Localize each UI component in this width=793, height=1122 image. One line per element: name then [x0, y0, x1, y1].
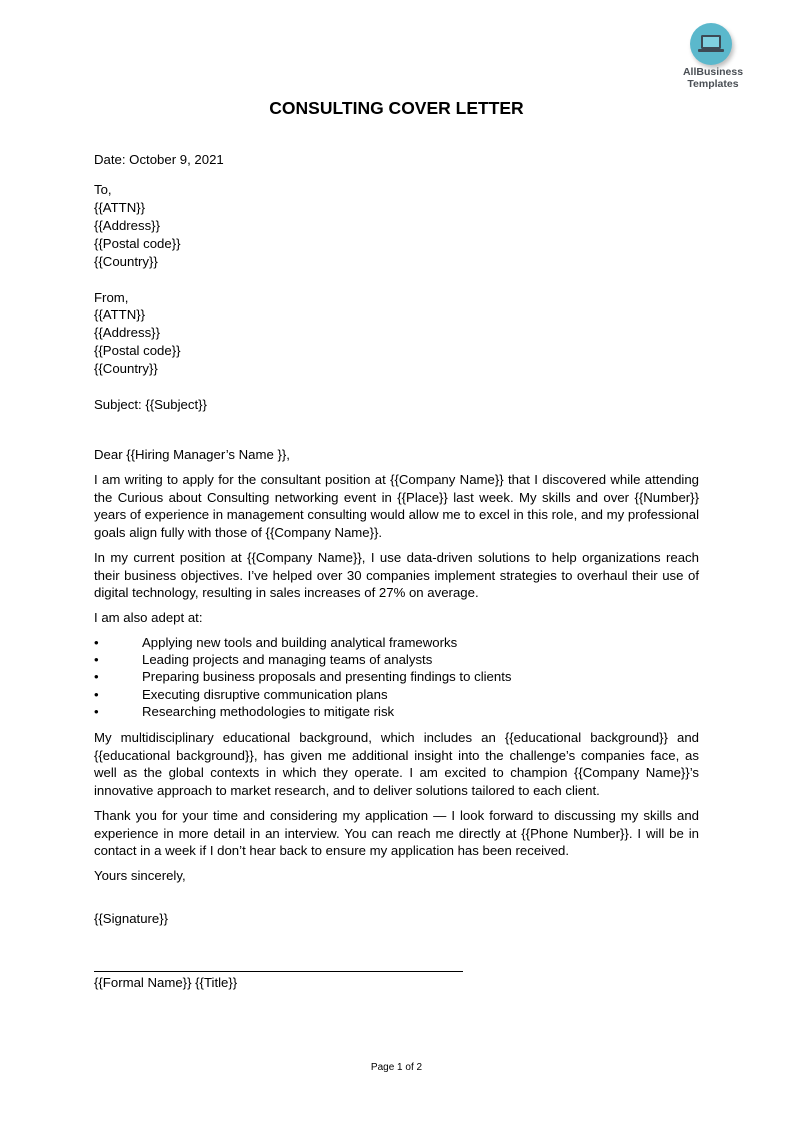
signature-line — [94, 971, 463, 972]
bullet-marker: • — [94, 704, 99, 719]
date-line: Date: October 9, 2021 — [94, 152, 224, 167]
from-address: {{Address}} — [94, 325, 160, 340]
to-label: To, — [94, 182, 112, 197]
body-paragraph-2: In my current position at {{Company Name}}, I use data-driven solutions to help organizations reach their business objectives. I’ve helped over 30 companies implement strategies to overhaul their use of digital technology, resulting in sales increases of 27% on average. — [94, 550, 699, 600]
subject-line: Subject: {{Subject}} — [94, 397, 207, 412]
from-label: From, — [94, 290, 129, 305]
bullet-marker: • — [94, 635, 99, 650]
closing: Yours sincerely, — [94, 868, 186, 883]
salutation: Dear {{Hiring Manager’s Name }}, — [94, 447, 290, 462]
bullet-marker: • — [94, 652, 99, 667]
from-country: {{Country}} — [94, 361, 158, 376]
from-postal-code: {{Postal code}} — [94, 343, 181, 358]
bullet-text: Preparing business proposals and presenting findings to clients — [142, 669, 512, 684]
logo-line-1: AllBusiness — [682, 66, 744, 78]
to-postal-code: {{Postal code}} — [94, 236, 181, 251]
bullet-text: Applying new tools and building analytical frameworks — [142, 635, 458, 650]
bullet-text: Executing disruptive communication plans — [142, 687, 388, 702]
bullet-text: Leading projects and managing teams of analysts — [142, 652, 433, 667]
from-attn: {{ATTN}} — [94, 307, 146, 322]
to-country: {{Country}} — [94, 254, 158, 269]
body-paragraph-3: My multidisciplinary educational background, which includes an {{educational background}} and {{educational background}}, has given me additional insight into the challenge’s companies face, as well as the global contexts in which they operate. I am excited to champion {{Company Name}}’s innovative approach to market research, and to deliver solutions tailored to each client. — [94, 730, 699, 798]
formal-name-title: {{Formal Name}} {{Title}} — [94, 975, 238, 990]
body-paragraph-1: I am writing to apply for the consultant position at {{Company Name}} that I discovered while attending the Curious about Consulting networking event in {{Place}} last week. My skills and over {{Number}} years of experience in management consulting would allow me to excel in this role, and my professional goals align fully with those of {{Company Name}}. — [94, 472, 699, 540]
logo-badge — [690, 23, 732, 65]
laptop-icon — [690, 23, 732, 65]
page-number: Page 1 of 2 — [370, 1062, 423, 1073]
bullet-marker: • — [94, 669, 99, 684]
body-paragraph-4: Thank you for your time and considering my application — I look forward to discussing my skills and experience in more detail in an interview. You can reach me directly at {{Phone Number}}. I will be in contact in a week if I don’t hear back to ensure my application has been received. — [94, 808, 699, 858]
logo-text — [680, 66, 746, 90]
to-address: {{Address}} — [94, 218, 160, 233]
bullet-text: Researching methodologies to mitigate risk — [142, 704, 395, 719]
document-title: CONSULTING COVER LETTER — [269, 98, 524, 118]
to-attn: {{ATTN}} — [94, 200, 146, 215]
signature-placeholder: {{Signature}} — [94, 911, 169, 926]
bullet-marker: • — [94, 687, 99, 702]
adept-intro: I am also adept at: — [94, 610, 203, 625]
logo-line-2: Templates — [687, 78, 739, 90]
